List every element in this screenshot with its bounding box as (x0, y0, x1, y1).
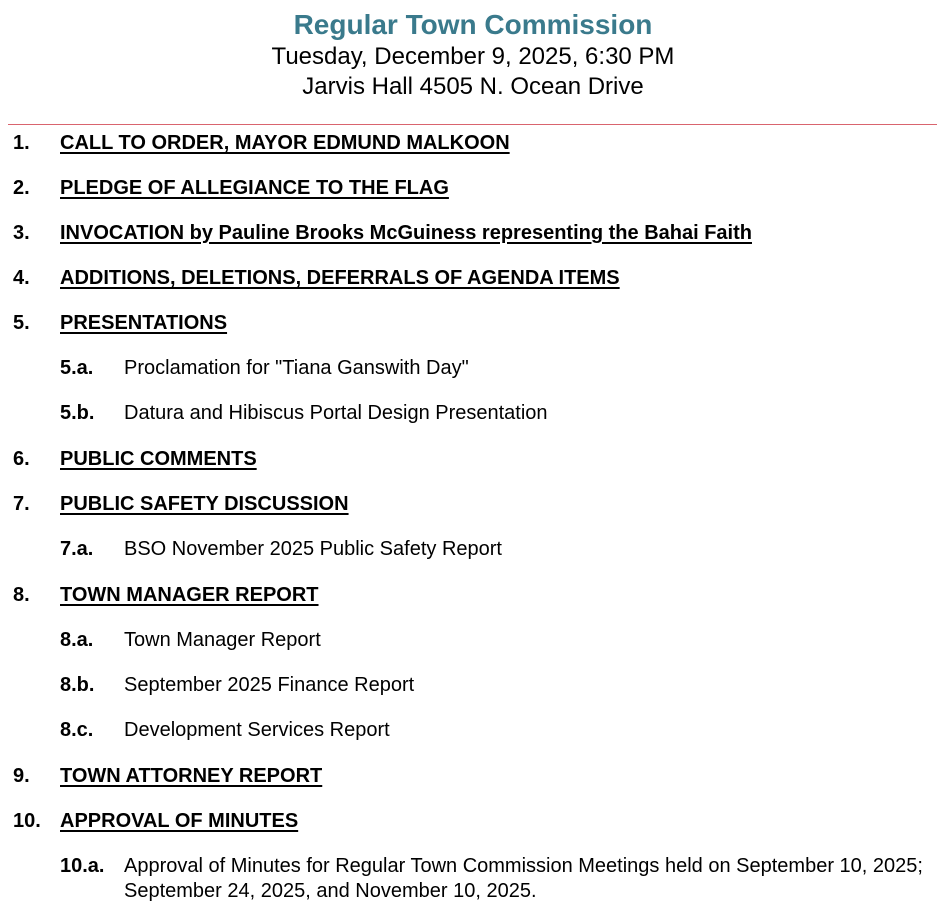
item-heading: PRESENTATIONS (60, 312, 228, 334)
item-heading: PUBLIC SAFETY DISCUSSION (60, 493, 349, 515)
subitem-number: 8.c. (60, 719, 94, 741)
item-number: 3. (13, 222, 30, 244)
item-number: 4. (13, 267, 30, 289)
agenda-header (0, 8, 946, 102)
item-heading: PLEDGE OF ALLEGIANCE TO THE FLAG (60, 177, 449, 199)
page-title: Regular Town Commission (293, 9, 653, 40)
item-heading: INVOCATION by Pauline Brooks McGuiness representing the Bahai Faith (60, 222, 752, 244)
item-heading: CALL TO ORDER, MAYOR EDMUND MALKOON (60, 132, 510, 154)
item-number: 10. (13, 810, 41, 832)
subitem-number: 10.a. (60, 855, 105, 877)
subitem-number: 7.a. (60, 538, 94, 560)
subitem-text: Proclamation for "Tiana Ganswith Day" (124, 357, 469, 379)
item-heading: ADDITIONS, DELETIONS, DEFERRALS OF AGENDA ITEMS (60, 267, 620, 289)
meeting-location: Jarvis Hall 4505 N. Ocean Drive (302, 73, 644, 100)
subitem-text: Approval of Minutes for Regular Town Commission Meetings held on September 10, 2025; September 24, 2025, and November 10, 2025. (124, 855, 923, 902)
item-heading: TOWN ATTORNEY REPORT (60, 765, 323, 787)
item-number: 2. (13, 177, 30, 199)
subitem-text: Development Services Report (124, 719, 390, 741)
item-heading: TOWN MANAGER REPORT (60, 584, 319, 606)
subitem-number: 5.b. (60, 402, 95, 424)
item-number: 5. (13, 312, 30, 334)
header-divider (8, 124, 937, 125)
item-number: 9. (13, 765, 30, 787)
subitem-number: 8.a. (60, 629, 94, 651)
item-number: 7. (13, 493, 30, 515)
item-heading: APPROVAL OF MINUTES (60, 810, 299, 832)
item-heading: PUBLIC COMMENTS (60, 448, 257, 470)
subitem-text: September 2025 Finance Report (124, 674, 415, 696)
item-number: 6. (13, 448, 30, 470)
subitem-number: 8.b. (60, 674, 95, 696)
meeting-datetime: Tuesday, December 9, 2025, 6:30 PM (271, 43, 675, 70)
subitem-number: 5.a. (60, 357, 94, 379)
subitem-text: BSO November 2025 Public Safety Report (124, 538, 502, 560)
item-number: 8. (13, 584, 30, 606)
subitem-text: Datura and Hibiscus Portal Design Presentation (124, 402, 548, 424)
item-number: 1. (13, 132, 30, 154)
subitem-text: Town Manager Report (124, 629, 321, 651)
